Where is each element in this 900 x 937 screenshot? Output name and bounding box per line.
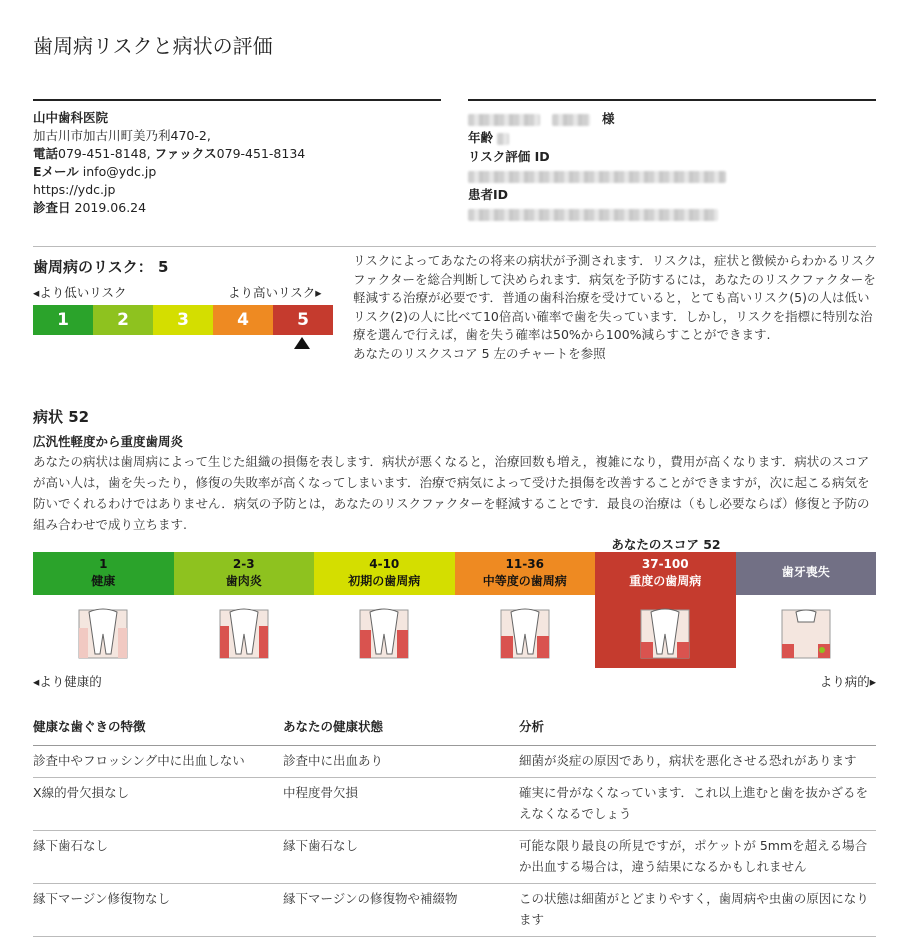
stage-band bbox=[595, 552, 736, 595]
moderate-periodontitis-tooth-icon bbox=[497, 604, 553, 660]
stage-range: 37-100 bbox=[641, 557, 689, 571]
stage-tooth-loss bbox=[736, 552, 877, 668]
table-cell: 縁下マージンの修復物や補綴物 bbox=[283, 884, 519, 937]
table-cell: 縁下歯石なし bbox=[33, 831, 283, 884]
tel-label: 電話 bbox=[33, 146, 59, 161]
age-row bbox=[468, 128, 876, 147]
gingivitis-tooth-icon bbox=[216, 604, 272, 660]
table-cell: X線的骨欠損なし bbox=[33, 778, 283, 831]
stage-name: 初期の歯周病 bbox=[348, 574, 421, 588]
stage-name: 健康 bbox=[91, 574, 116, 588]
clinic-info bbox=[33, 99, 441, 217]
risk-level-4: 4 bbox=[213, 305, 273, 335]
stage-band bbox=[736, 552, 877, 595]
condition-score: 52 bbox=[68, 408, 90, 426]
stage-moderate-periodontitis bbox=[455, 552, 596, 668]
section-divider bbox=[33, 246, 876, 247]
sicker-text: より病的 bbox=[819, 674, 870, 689]
risk-id-label: リスク評価 ID bbox=[468, 149, 550, 164]
stage-range: 2-3 bbox=[232, 557, 255, 571]
table-row bbox=[33, 746, 876, 778]
risk-level-1: 1 bbox=[33, 305, 93, 335]
stage-early-periodontitis bbox=[314, 552, 455, 668]
redacted-risk-id bbox=[468, 171, 726, 183]
condition-subtitle: 広汎性軽度から重度歯周炎 bbox=[33, 434, 184, 449]
age-label: 年齢 bbox=[468, 130, 494, 145]
condition-description: あなたの病状は歯周病によって生じた組織の損傷を表します．病状が悪くなると，治療回数も増え，複雑になり，費用が高くなります．病状のスコアが高い人は，歯を失ったり，修復の失敗率が高くなってしまいます．治療で病気によって受けた損傷を改善することができますが，次に起こる病気を防いでくれるわけではありません．病気の予防とは，あなたのリスクファクターを軽減することです．最良の治療は（もし必要ならば）修復と予防の組み合わせで成り立ちます. bbox=[33, 454, 870, 532]
stage-name: 重度の歯周病 bbox=[629, 574, 702, 588]
severe-periodontitis-tooth-icon bbox=[637, 604, 693, 660]
redacted-name-2 bbox=[552, 114, 590, 126]
exam-date bbox=[33, 199, 441, 217]
risk-marker-icon bbox=[294, 337, 310, 349]
early-periodontitis-tooth-icon bbox=[356, 604, 412, 660]
table-cell: 縁下歯石なし bbox=[283, 831, 519, 884]
stage-band bbox=[314, 552, 455, 595]
fax-label: ファックス bbox=[154, 146, 217, 161]
table-cell: 診査中に出血あり bbox=[283, 746, 519, 778]
risk-level-5: 5 bbox=[273, 305, 333, 335]
patient-id-label: 患者ID bbox=[468, 187, 509, 202]
risk-description bbox=[353, 252, 877, 364]
stage-healthy bbox=[33, 552, 174, 668]
redacted-name bbox=[468, 114, 540, 126]
stage-name: 歯肉炎 bbox=[225, 574, 262, 588]
tooth-loss-icon bbox=[778, 604, 834, 660]
healthier-text: より健康的 bbox=[39, 674, 102, 689]
risk-scale bbox=[33, 305, 333, 335]
healthier-label: ◂より健康的 bbox=[33, 674, 102, 689]
stage-severe-periodontitis bbox=[595, 552, 736, 668]
column-header-healthy: 健康な歯ぐきの特徴 bbox=[33, 713, 283, 746]
date-label: 診査日 bbox=[33, 200, 71, 215]
redacted-age bbox=[497, 133, 509, 145]
redacted-patient-id bbox=[468, 209, 718, 221]
risk-level-3: 3 bbox=[153, 305, 213, 335]
table-row bbox=[33, 831, 876, 884]
table-cell: 診査中やフロッシング中に出血しない bbox=[33, 746, 283, 778]
column-header-analysis: 分析 bbox=[519, 713, 876, 746]
table-cell: 細菌が炎症の原因であり，病状を悪化させる恐れがあります bbox=[519, 746, 876, 778]
lower-risk-label: ◂より低いリスク bbox=[33, 285, 127, 300]
risk-title bbox=[33, 256, 168, 277]
risk-level-2: 2 bbox=[93, 305, 153, 335]
risk-id-row bbox=[468, 166, 876, 185]
table-cell: この状態は細菌がとどまりやすく，歯周病や虫歯の原因になります bbox=[519, 884, 876, 937]
condition-title bbox=[33, 406, 89, 427]
clinic-address: 加古川市加古川町美乃利470-2, bbox=[33, 128, 211, 143]
table-cell: 可能な限り最良の所見ですが，ポケットが 5mmを超える場合か出血する場合は，違う結果になるかもしれません bbox=[519, 831, 876, 884]
date-value: 2019.06.24 bbox=[74, 200, 147, 215]
analysis-table bbox=[33, 713, 876, 937]
table-cell: 縁下マージン修復物なし bbox=[33, 884, 283, 937]
stage-range: 11-36 bbox=[505, 557, 544, 571]
page-title: 歯周病リスクと病状の評価 bbox=[33, 34, 273, 58]
email-label: Eメール bbox=[33, 164, 79, 179]
stage-band bbox=[455, 552, 596, 595]
stage-gingivitis bbox=[174, 552, 315, 668]
clinic-phone bbox=[33, 145, 441, 163]
condition-stages bbox=[33, 552, 876, 668]
condition-title-label: 病状 bbox=[33, 408, 64, 426]
stage-band bbox=[174, 552, 315, 595]
healthy-tooth-icon bbox=[75, 604, 131, 660]
table-cell: 確実に骨がなくなっています．これ以上進むと歯を抜かざるをえなくなるでしょう bbox=[519, 778, 876, 831]
column-header-your-state: あなたの健康状態 bbox=[283, 713, 519, 746]
table-header-row bbox=[33, 713, 876, 746]
clinic-url[interactable]: https://ydc.jp bbox=[33, 182, 116, 197]
risk-description-body: リスクによってあなたの将来の病状が予測されます．リスクは，症状と徴候からわかるリスクファクターを総合判断して決められます．病気を予防するには，あなたのリスクファクターを軽減する治療が必要です．普通の歯科治療を受けていると，とても高いリスク(5)の人は低いリスク(2)の人に比べて10倍高い確率で歯を失っています．しかし，リスクを指標に特別な治療を選んで行えば，歯を失う確率は50%から100%減らすことができます. bbox=[353, 253, 877, 343]
risk-description-score: あなたのリスクスコア 5 左のチャートを参照 bbox=[353, 345, 606, 361]
higher-risk-text: より高いリスク bbox=[228, 285, 316, 300]
your-score-label: あなたのスコア 52 bbox=[611, 537, 721, 552]
lower-risk-text: より低いリスク bbox=[39, 285, 127, 300]
risk-score: 5 bbox=[157, 258, 169, 276]
higher-risk-label: より高いリスク▸ bbox=[228, 285, 322, 300]
patient-id-row bbox=[468, 204, 876, 223]
stage-range: 1 bbox=[99, 557, 108, 571]
table-row bbox=[33, 778, 876, 831]
email-value[interactable]: info@ydc.jp bbox=[82, 164, 157, 179]
clinic-name: 山中歯科医院 bbox=[33, 110, 109, 125]
honorific: 様 bbox=[601, 111, 615, 126]
fax-value: 079-451-8134 bbox=[216, 146, 306, 161]
stage-name: 歯牙喪失 bbox=[781, 565, 830, 579]
risk-title-label: 歯周病のリスク： bbox=[33, 258, 153, 276]
stage-name: 中等度の歯周病 bbox=[482, 574, 567, 588]
stage-band bbox=[33, 552, 174, 595]
stage-range: 4-10 bbox=[369, 557, 400, 571]
table-row bbox=[33, 884, 876, 937]
patient-name-row bbox=[468, 109, 876, 128]
patient-info bbox=[468, 99, 876, 223]
table-cell: 中程度骨欠損 bbox=[283, 778, 519, 831]
tel-value: 079-451-8148, bbox=[58, 146, 151, 161]
clinic-email bbox=[33, 163, 441, 181]
sicker-label: より病的▸ bbox=[819, 674, 876, 689]
